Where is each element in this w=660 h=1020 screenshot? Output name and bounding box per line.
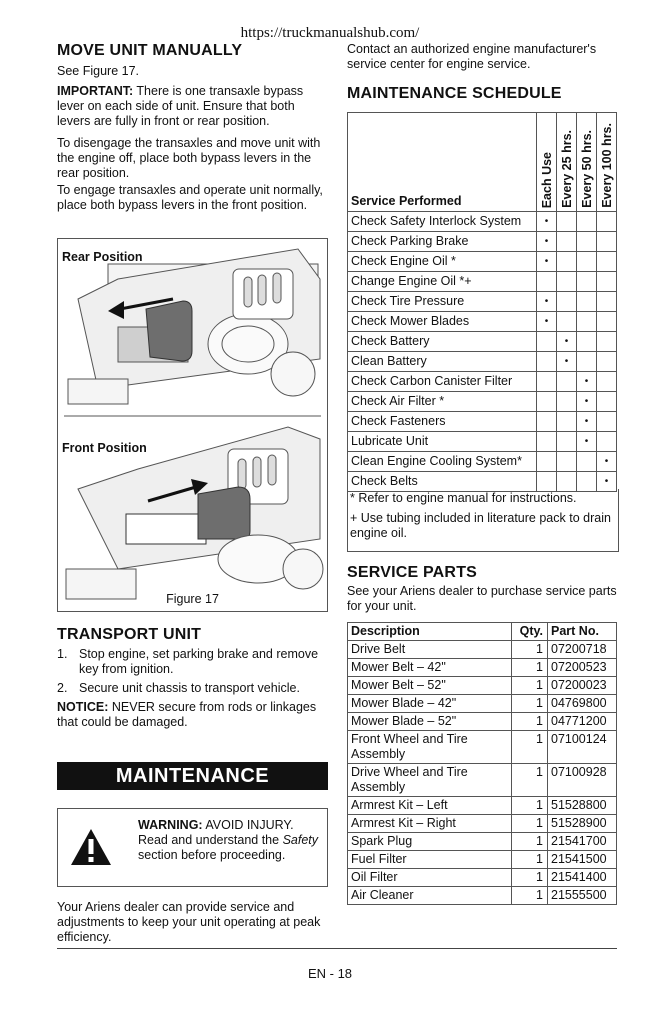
part-number: 07200718 bbox=[548, 641, 617, 659]
part-qty: 1 bbox=[512, 833, 548, 851]
engage-paragraph: To engage transaxles and operate unit normally, place both bypass levers in the front position. bbox=[57, 183, 323, 212]
part-qty: 1 bbox=[512, 851, 548, 869]
part-description: Air Cleaner bbox=[348, 887, 512, 905]
interval-mark bbox=[597, 272, 617, 292]
transport-unit-heading: TRANSPORT UNIT bbox=[57, 626, 202, 643]
part-qty: 1 bbox=[512, 764, 548, 797]
bypass-lever-illustration bbox=[58, 239, 327, 611]
interval-mark bbox=[557, 292, 577, 312]
schedule-note: * Refer to engine manual for instructions. bbox=[350, 491, 577, 505]
interval-mark: • bbox=[557, 352, 577, 372]
part-description: Spark Plug bbox=[348, 833, 512, 851]
interval-header: Every 100 hrs. bbox=[597, 113, 617, 212]
interval-mark bbox=[557, 392, 577, 412]
table-row bbox=[348, 332, 617, 352]
service-name: Clean Battery bbox=[348, 352, 537, 372]
interval-header: Every 25 hrs. bbox=[557, 113, 577, 212]
table-row bbox=[348, 432, 617, 452]
service-parts-heading: SERVICE PARTS bbox=[347, 564, 478, 581]
part-qty: 1 bbox=[512, 815, 548, 833]
interval-mark bbox=[577, 292, 597, 312]
interval-mark bbox=[537, 392, 557, 412]
watermark-url: https://truckmanualshub.com/ bbox=[240, 25, 420, 41]
table-row bbox=[348, 677, 617, 695]
table-row bbox=[348, 815, 617, 833]
interval-mark bbox=[537, 432, 557, 452]
table-row bbox=[348, 232, 617, 252]
part-description: Drive Wheel and Tire Assembly bbox=[348, 764, 512, 797]
description-header: Description bbox=[348, 623, 512, 641]
part-qty: 1 bbox=[512, 695, 548, 713]
table-header-row bbox=[348, 623, 617, 641]
interval-mark bbox=[577, 352, 597, 372]
notice-label: NOTICE: bbox=[57, 700, 109, 714]
part-number: 51528800 bbox=[548, 797, 617, 815]
table-row bbox=[348, 851, 617, 869]
interval-mark bbox=[597, 372, 617, 392]
interval-mark bbox=[557, 432, 577, 452]
part-number: 07200523 bbox=[548, 659, 617, 677]
interval-mark bbox=[577, 232, 597, 252]
interval-mark: • bbox=[577, 412, 597, 432]
footer-divider bbox=[57, 948, 617, 949]
interval-mark bbox=[557, 232, 577, 252]
service-name: Clean Engine Cooling System* bbox=[348, 452, 537, 472]
table-row bbox=[348, 212, 617, 232]
table-row bbox=[348, 869, 617, 887]
table-row bbox=[348, 764, 617, 797]
part-number: 04771200 bbox=[548, 713, 617, 731]
part-description: Drive Belt bbox=[348, 641, 512, 659]
table-row bbox=[348, 252, 617, 272]
rear-position-label: Rear Position bbox=[62, 250, 143, 264]
part-qty: 1 bbox=[512, 797, 548, 815]
interval-mark bbox=[577, 332, 597, 352]
interval-mark: • bbox=[557, 332, 577, 352]
interval-mark bbox=[557, 252, 577, 272]
service-name: Check Air Filter * bbox=[348, 392, 537, 412]
part-description: Front Wheel and Tire Assembly bbox=[348, 731, 512, 764]
service-parts-intro: See your Ariens dealer to purchase service parts for your unit. bbox=[347, 584, 617, 613]
interval-mark: • bbox=[537, 312, 557, 332]
warning-box bbox=[57, 808, 328, 887]
table-row bbox=[348, 352, 617, 372]
interval-mark bbox=[577, 312, 597, 332]
interval-mark bbox=[597, 352, 617, 372]
interval-mark bbox=[537, 372, 557, 392]
interval-mark bbox=[577, 252, 597, 272]
interval-mark bbox=[537, 272, 557, 292]
service-name: Check Safety Interlock System bbox=[348, 212, 537, 232]
dealer-paragraph: Your Ariens dealer can provide service and adjustments to keep your unit operating at peak efficiency. bbox=[57, 900, 321, 944]
interval-header: Every 50 hrs. bbox=[577, 113, 597, 212]
interval-mark bbox=[537, 332, 557, 352]
table-row bbox=[348, 887, 617, 905]
service-name: Check Engine Oil * bbox=[348, 252, 537, 272]
interval-mark bbox=[577, 452, 597, 472]
part-number: 04769800 bbox=[548, 695, 617, 713]
schedule-notes bbox=[347, 489, 619, 552]
part-description: Mower Belt – 42" bbox=[348, 659, 512, 677]
figure-caption: Figure 17 bbox=[166, 592, 219, 606]
interval-mark bbox=[557, 452, 577, 472]
warning-triangle-icon bbox=[70, 827, 112, 867]
move-unit-heading: MOVE UNIT MANUALLY bbox=[57, 42, 243, 59]
interval-mark: • bbox=[577, 372, 597, 392]
part-qty: 1 bbox=[512, 641, 548, 659]
interval-mark bbox=[537, 352, 557, 372]
interval-mark bbox=[557, 212, 577, 232]
part-qty: 1 bbox=[512, 869, 548, 887]
interval-mark bbox=[597, 392, 617, 412]
disengage-paragraph: To disengage the transaxles and move unit with the engine off, place both bypass levers in the rear position. bbox=[57, 136, 321, 180]
part-number: 21555500 bbox=[548, 887, 617, 905]
qty-header: Qty. bbox=[512, 623, 548, 641]
part-description: Armrest Kit – Right bbox=[348, 815, 512, 833]
important-text: There is one transaxle bypass lever on each side of unit. Ensure that both levers are fully in front or rear position. bbox=[57, 84, 304, 128]
table-row bbox=[348, 412, 617, 432]
part-number: 51528900 bbox=[548, 815, 617, 833]
part-number: 21541700 bbox=[548, 833, 617, 851]
maintenance-schedule-heading: MAINTENANCE SCHEDULE bbox=[347, 85, 562, 102]
maintenance-section-banner: MAINTENANCE bbox=[57, 762, 328, 790]
interval-mark bbox=[577, 212, 597, 232]
schedule-note: + Use tubing included in literature pack to drain engine oil. bbox=[350, 511, 611, 540]
interval-mark: • bbox=[537, 252, 557, 272]
interval-mark bbox=[537, 452, 557, 472]
part-description: Mower Blade – 42" bbox=[348, 695, 512, 713]
part-number: 21541400 bbox=[548, 869, 617, 887]
table-row bbox=[348, 695, 617, 713]
part-number: 07100928 bbox=[548, 764, 617, 797]
table-row bbox=[348, 797, 617, 815]
interval-mark bbox=[557, 412, 577, 432]
interval-mark: • bbox=[537, 232, 557, 252]
interval-mark bbox=[557, 272, 577, 292]
important-paragraph bbox=[57, 84, 328, 129]
part-number: 07100124 bbox=[548, 731, 617, 764]
table-row bbox=[348, 731, 617, 764]
list-item: 1. Stop engine, set parking brake and remove key from ignition. bbox=[57, 647, 319, 676]
see-figure-text: See Figure 17. bbox=[57, 64, 139, 78]
notice-paragraph: NOTICE: NEVER secure from rods or linkages that could be damaged. bbox=[57, 700, 317, 729]
table-row bbox=[348, 292, 617, 312]
table-row bbox=[348, 713, 617, 731]
interval-header: Each Use bbox=[537, 113, 557, 212]
table-row bbox=[348, 372, 617, 392]
interval-mark: • bbox=[597, 472, 617, 492]
part-number-header: Part No. bbox=[548, 623, 617, 641]
warning-text: WARNING: AVOID INJURY. Read and understand the Safety section before proceeding. bbox=[138, 818, 319, 862]
interval-mark: • bbox=[577, 392, 597, 412]
service-name: Check Mower Blades bbox=[348, 312, 537, 332]
warning-label: WARNING: bbox=[138, 818, 203, 832]
service-performed-header: Service Performed bbox=[348, 113, 537, 212]
interval-mark: • bbox=[537, 212, 557, 232]
part-description: Mower Belt – 52" bbox=[348, 677, 512, 695]
figure-17 bbox=[57, 238, 328, 612]
interval-mark bbox=[557, 372, 577, 392]
page-number: EN - 18 bbox=[307, 966, 353, 981]
interval-mark bbox=[537, 412, 557, 432]
table-row bbox=[348, 392, 617, 412]
service-name: Check Battery bbox=[348, 332, 537, 352]
important-label: IMPORTANT: bbox=[57, 84, 134, 98]
contact-paragraph: Contact an authorized engine manufacturer's service center for engine service. bbox=[347, 42, 597, 71]
list-item: 2. Secure unit chassis to transport vehicle. bbox=[57, 681, 300, 695]
service-name: Change Engine Oil *+ bbox=[348, 272, 537, 292]
transport-steps-list bbox=[57, 647, 322, 696]
part-qty: 1 bbox=[512, 731, 548, 764]
table-row bbox=[348, 659, 617, 677]
interval-mark bbox=[597, 432, 617, 452]
service-parts-table bbox=[347, 622, 617, 905]
interval-mark bbox=[597, 292, 617, 312]
part-description: Oil Filter bbox=[348, 869, 512, 887]
part-description: Fuel Filter bbox=[348, 851, 512, 869]
table-row bbox=[348, 272, 617, 292]
table-header-row bbox=[348, 113, 617, 212]
service-name: Check Carbon Canister Filter bbox=[348, 372, 537, 392]
part-qty: 1 bbox=[512, 713, 548, 731]
table-row bbox=[348, 833, 617, 851]
table-row bbox=[348, 312, 617, 332]
table-row bbox=[348, 452, 617, 472]
interval-mark: • bbox=[577, 432, 597, 452]
part-description: Armrest Kit – Left bbox=[348, 797, 512, 815]
part-number: 07200023 bbox=[548, 677, 617, 695]
interval-mark bbox=[597, 232, 617, 252]
part-qty: 1 bbox=[512, 659, 548, 677]
service-name: Check Belts bbox=[348, 472, 537, 492]
interval-mark bbox=[577, 272, 597, 292]
service-name: Lubricate Unit bbox=[348, 432, 537, 452]
part-description: Mower Blade – 52" bbox=[348, 713, 512, 731]
front-position-label: Front Position bbox=[62, 441, 147, 455]
table-row bbox=[348, 641, 617, 659]
interval-mark: • bbox=[537, 292, 557, 312]
service-name: Check Parking Brake bbox=[348, 232, 537, 252]
interval-mark bbox=[557, 312, 577, 332]
interval-mark bbox=[597, 312, 617, 332]
maintenance-schedule-table bbox=[347, 112, 617, 492]
service-name: Check Tire Pressure bbox=[348, 292, 537, 312]
part-qty: 1 bbox=[512, 677, 548, 695]
service-name: Check Fasteners bbox=[348, 412, 537, 432]
interval-mark: • bbox=[597, 452, 617, 472]
interval-mark bbox=[597, 212, 617, 232]
part-number: 21541500 bbox=[548, 851, 617, 869]
interval-mark bbox=[597, 412, 617, 432]
interval-mark bbox=[597, 332, 617, 352]
part-qty: 1 bbox=[512, 887, 548, 905]
interval-mark bbox=[597, 252, 617, 272]
